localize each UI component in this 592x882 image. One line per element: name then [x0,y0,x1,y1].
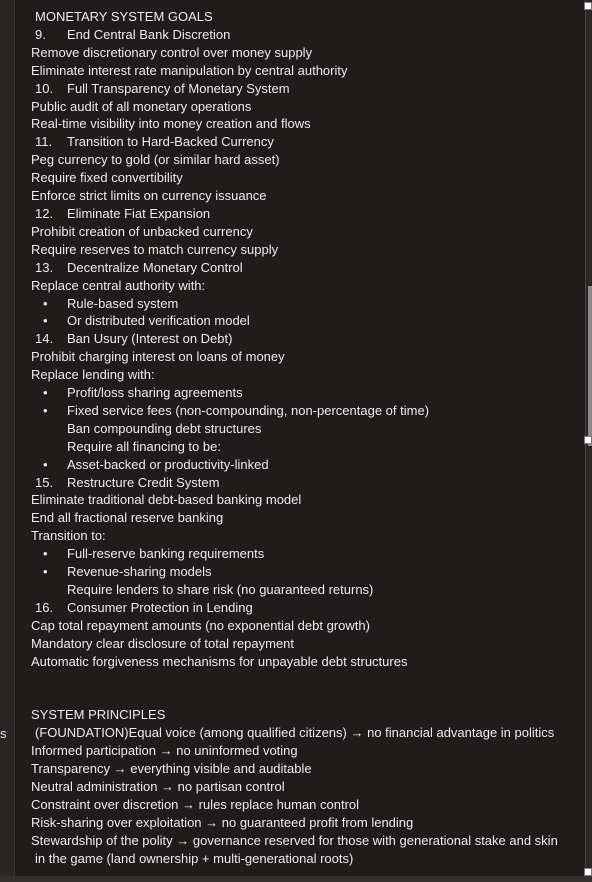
resize-handle[interactable] [584,436,592,444]
section-title: Full Transparency of Monetary System [67,80,290,96]
section-title: End Central Bank Discretion [67,26,231,42]
bullet-item [31,384,587,402]
body-line: Mandatory clear disclosure of total repayment [31,635,295,651]
bullet-icon: • [43,564,48,580]
body-line: Require reserves to match currency supply [31,241,279,257]
bullet-text: Or distributed verification model [67,313,250,329]
bullet-text: Full-reserve banking requirements [67,546,265,562]
section-heading [31,599,587,617]
heading-goals: MONETARY SYSTEM GOALS [35,9,213,24]
principle-line: Stewardship of the polity → governance reserved for those with generational stake and skin [31,832,558,848]
body-line: Peg currency to gold (or similar hard asset) [31,152,280,168]
body-line: Require fixed convertibility [31,170,183,186]
section-number: 9. [35,26,46,42]
body-line: Public audit of all monetary operations [31,98,252,114]
body-line: Remove discretionary control over money supply [31,44,313,60]
bullet-item [31,402,587,420]
bullet-text: Rule-based system [67,295,179,311]
section-heading [31,133,587,151]
bottom-edge [0,876,592,882]
body-line: Eliminate interest rate manipulation by central authority [31,62,348,78]
bullet-text: Revenue-sharing models [67,564,212,580]
section-title: Ban Usury (Interest on Debt) [67,331,233,347]
principle-line: Constraint over discretion → rules replace human control [31,796,360,812]
section-title: Decentralize Monetary Control [67,259,243,275]
resize-handle[interactable] [584,868,592,876]
section-number: 11. [35,134,53,150]
principle-line: Neutral administration → no partisan control [31,778,285,794]
body-line: Prohibit creation of unbacked currency [31,223,253,239]
section-number: 14. [35,331,54,347]
bullet-icon: • [43,402,48,418]
bullet-icon: • [43,385,48,401]
bullet-text: Profit/loss sharing agreements [67,385,243,401]
margin-text-fragment: s [0,726,7,741]
principle-line: in the game (land ownership + multi-generational roots) [35,850,354,866]
bullet-item [31,295,587,313]
body-line: Real-time visibility into money creation and flows [31,116,311,132]
section-number: 12. [35,205,54,221]
section-title: Restructure Credit System [67,474,220,490]
sub-indented-line: Ban compounding debt structures [67,420,262,436]
body-line: Automatic forgiveness mechanisms for unpayable debt structures [31,653,408,669]
section-heading [31,259,587,277]
body-line: Eliminate traditional debt-based banking model [31,492,302,508]
section-heading [31,26,587,44]
bullet-icon: • [43,456,48,472]
section-title: Eliminate Fiat Expansion [67,205,211,221]
section-title: Transition to Hard-Backed Currency [67,134,274,150]
section-number: 13. [35,259,54,275]
resize-handle[interactable] [584,2,592,10]
heading-principles: SYSTEM PRINCIPLES [31,707,166,723]
principle-line: (FOUNDATION)Equal voice (among qualified citizens) → no financial advantage in politics [35,725,555,741]
section-title: Consumer Protection in Lending [67,599,253,615]
principle-line: Informed participation → no uninformed voting [31,743,298,759]
bullet-icon: • [43,546,48,562]
blank-space [31,671,587,707]
principle-line: Transparency → everything visible and auditable [31,761,312,777]
scrollbar-thumb[interactable] [588,286,592,446]
bullet-icon: • [43,313,48,329]
body-line: Prohibit charging interest on loans of money [31,349,285,365]
bullet-item [31,312,587,330]
bullet-item [31,456,587,474]
body-line: Enforce strict limits on currency issuance [31,188,267,204]
bullet-text: Fixed service fees (non-compounding, non-percentage of time) [67,402,430,418]
section-heading [31,330,587,348]
section-number: 16. [35,599,54,615]
section-number: 10. [35,80,54,96]
body-line: Transition to: [31,528,106,544]
body-line: Cap total repayment amounts (no exponential debt growth) [31,617,370,633]
principle-line: Risk-sharing over exploitation → no guaranteed profit from lending [31,814,414,830]
sub-indented-line: Require lenders to share risk (no guaranteed returns) [67,582,374,597]
section-number: 15. [35,474,54,490]
body-line: Replace lending with: [31,367,155,383]
section-heading [31,80,587,98]
document-body[interactable] [31,8,587,867]
body-line: End all fractional reserve banking [31,510,224,526]
bullet-item [31,563,587,581]
bullet-text: Asset-backed or productivity-linked [67,456,269,472]
bullet-icon: • [43,295,48,311]
section-heading [31,474,587,492]
body-line: Replace central authority with: [31,277,206,293]
section-heading [31,205,587,223]
bullet-item [31,545,587,563]
sub-indented-line: Require all financing to be: [67,438,221,454]
